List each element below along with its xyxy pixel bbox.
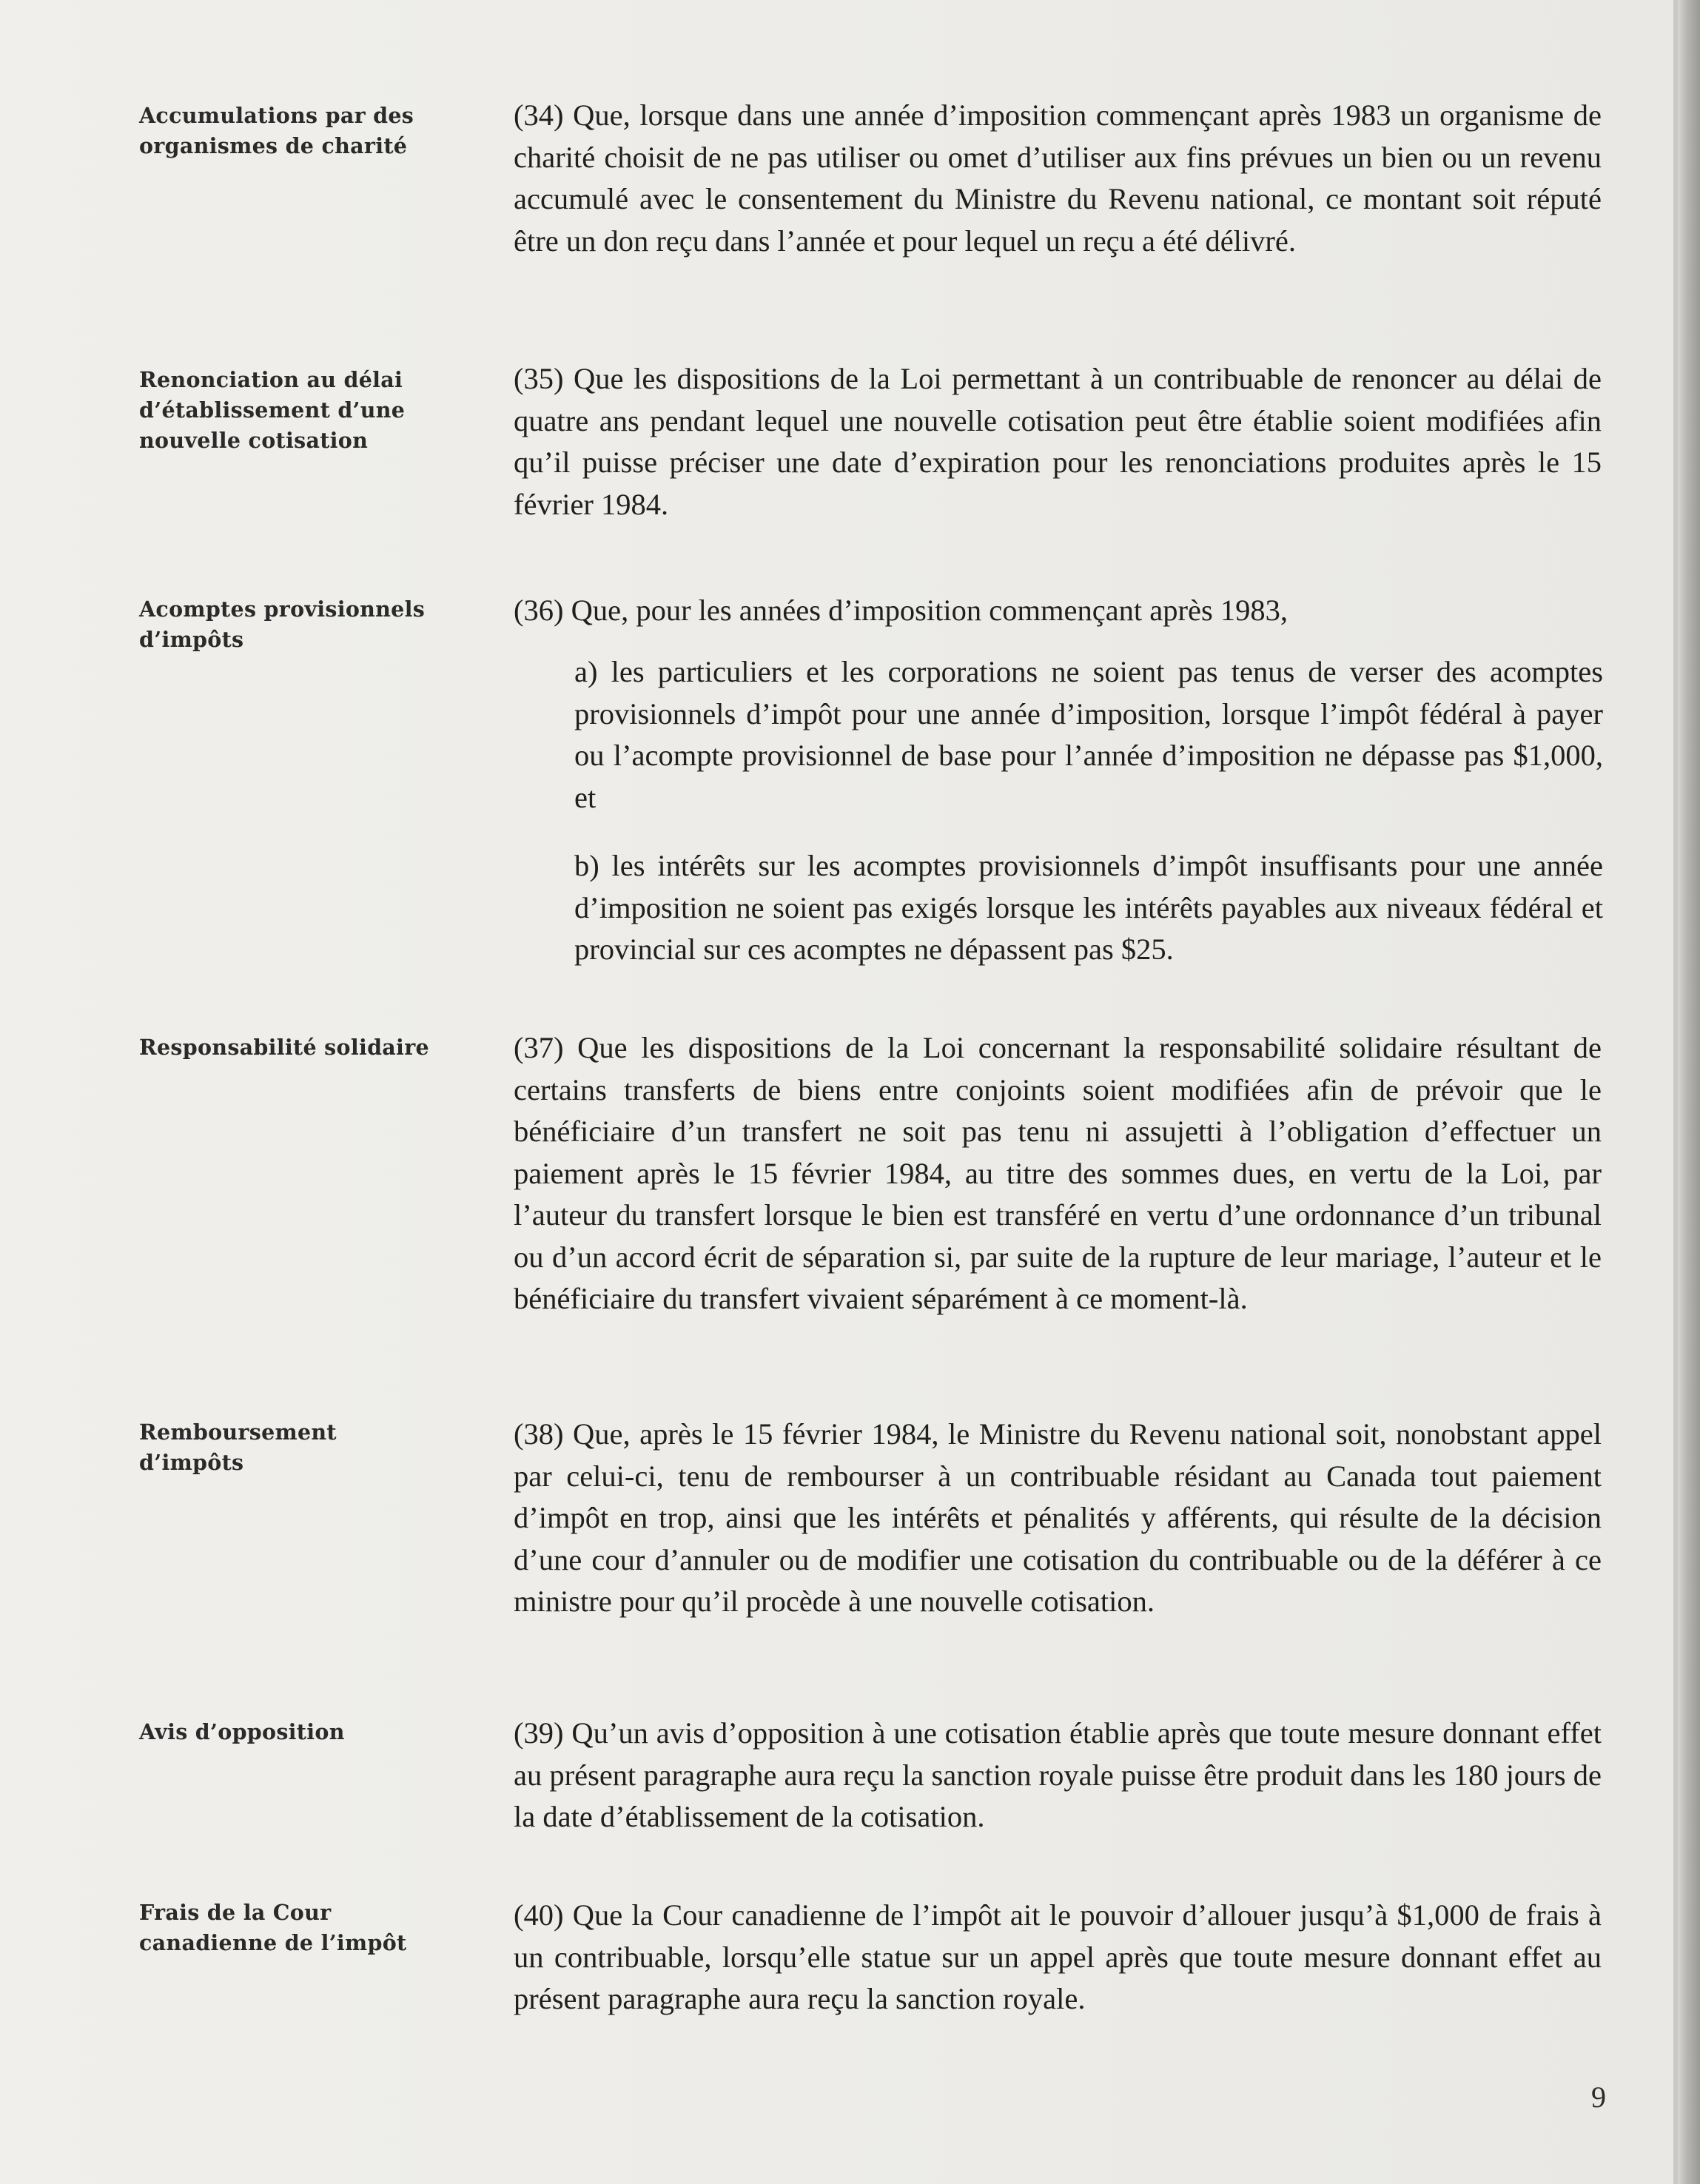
page-edge [1678, 0, 1700, 2184]
paragraph-38: (38) Que, après le 15 février 1984, le Ministre du Revenu national soit, nonobstant appel par celui-ci, tenu de rembourser à un contribuable résidant au Canada tout paiement d’impôt en trop, ainsi que les intérêts et pénalités y afférents, qui résulte de la décision d’une cour d’annuler ou de modifier une cotisation du contribuable ou de la déférer à ce ministre pour qu’il procède à une nouvelle cotisation. [514, 1417, 1602, 1618]
margin-title-37: Responsabilité solidaire [139, 1035, 429, 1060]
page-number: 9 [1591, 2080, 1606, 2114]
paragraph-39: (39) Qu’un avis d’opposition à une cotisation établie après que toute mesure donnant effet au présent paragraphe aura reçu la sanction royale puisse être produit dans les 180 jours de la date d’établissement de la cotisation. [514, 1716, 1602, 1833]
margin-title-34: Accumulations par des organismes de charité [139, 103, 414, 158]
margin-title-38: Remboursement d’impôts [139, 1419, 337, 1475]
margin-title-40: Frais de la Cour canadienne de l’impôt [139, 1900, 407, 1955]
paragraph-36-item-b: b) les intérêts sur les acomptes provisionnels d’impôt insuffisants pour une année d’imposition ne soient pas exigés lorsque les intérêts payables aux niveaux fédéral et provincial sur ces acomptes ne dépassent pas $25. [574, 849, 1603, 966]
paragraph-40: (40) Que la Cour canadienne de l’impôt ait le pouvoir d’allouer jusqu’à $1,000 de frais à un contribuable, lorsqu’elle statue sur un appel après que toute mesure donnant effet au présent paragraphe aura reçu la sanction royale. [514, 1898, 1602, 2015]
paragraph-36: (36) Que, pour les années d’imposition commençant après 1983, [514, 594, 1288, 627]
paragraph-37: (37) Que les dispositions de la Loi concernant la responsabilité solidaire résultant de certains transferts de biens entre conjoints soient modifiées afin de prévoir que le bénéficiaire d’un transfert ne soit pas tenu ni assujetti à l’obligation d’effectuer un paiement après le 15 février 1984, au titre des sommes dues, en vertu de la Loi, par l’auteur du transfert lorsque le bien est transféré en vertu d’une ordonnance d’un tribunal ou d’un accord écrit de séparation si, par suite de la rupture de leur mariage, l’auteur et le bénéficiaire du transfert vivaient séparément à ce moment-là. [514, 1031, 1602, 1315]
margin-title-35: Renonciation au délai d’établissement d’une nouvelle cotisation [139, 367, 406, 453]
paragraph-36-item-a: a) les particuliers et les corporations ne soient pas tenus de verser des acomptes provisionnels d’impôt pour une année d’imposition, lorsque l’impôt fédéral à payer ou l’acompte provisionnel de base pour l’année d’imposition ne dépasse pas $1,000, et [574, 655, 1603, 814]
paragraph-35: (35) Que les dispositions de la Loi permettant à un contribuable de renoncer au délai de quatre ans pendant lequel une nouvelle cotisation peut être établie soient modifiées afin qu’il puisse préciser une date d’expiration pour les renonciations produites après le 15 février 1984. [514, 362, 1602, 521]
paragraph-34: (34) Que, lorsque dans une année d’imposition commençant après 1983 un organisme de charité choisit de ne pas utiliser ou omet d’utiliser aux fins prévues un bien ou un revenu accumulé avec le consentement du Ministre du Revenu national, ce montant soit réputé être un don reçu dans l’année et pour lequel un reçu a été délivré. [514, 98, 1602, 258]
margin-title-39: Avis d’opposition [139, 1719, 345, 1744]
margin-title-36: Acomptes provisionnels d’impôts [139, 597, 426, 652]
